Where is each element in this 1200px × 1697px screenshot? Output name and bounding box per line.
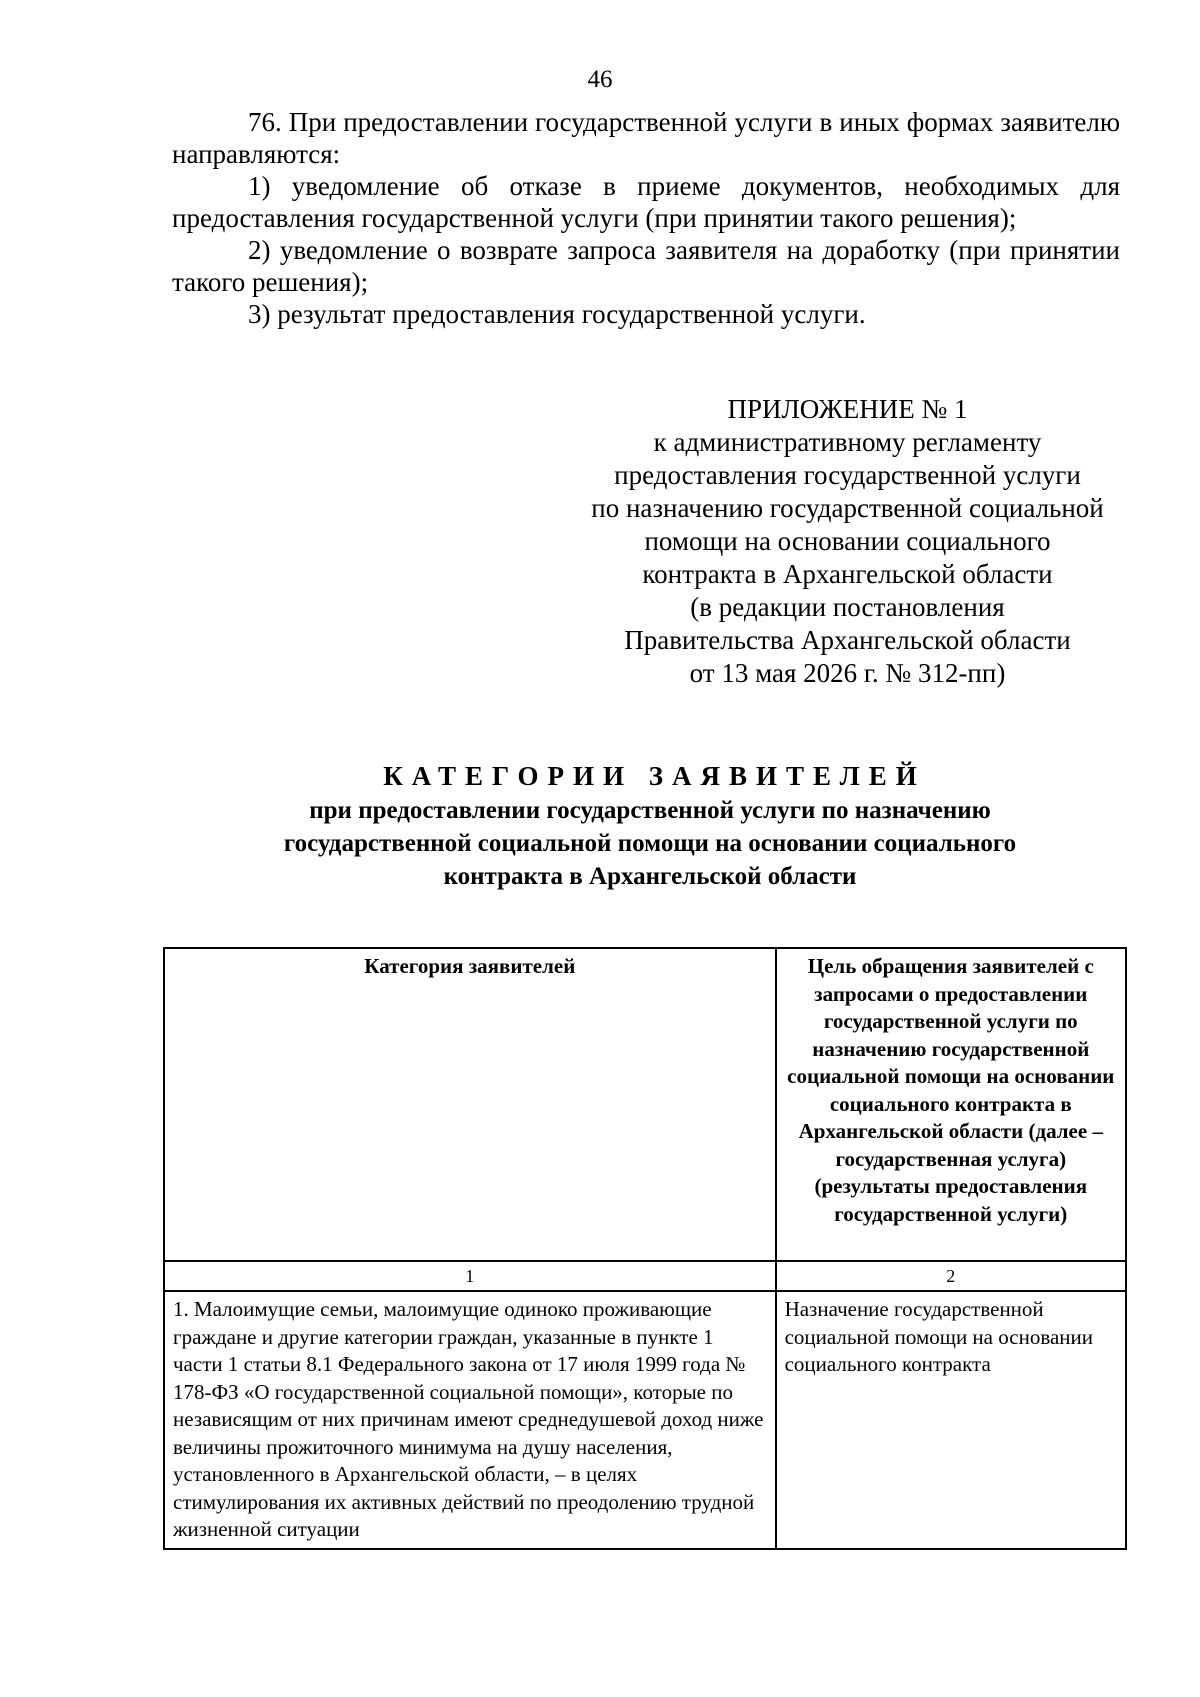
section-heading	[180, 758, 1120, 893]
applicant-categories-table	[163, 947, 1127, 1550]
column-number: 1	[164, 1261, 776, 1291]
appendix-line: (в редакции постановления	[690, 592, 1005, 622]
list-item-2	[172, 234, 1120, 298]
heading-subtitle-line: при предоставлении государственной услуги по назначению	[309, 797, 991, 824]
table-row	[164, 1291, 1126, 1549]
table-header-row	[164, 948, 1126, 1261]
appendix-line: по назначению государственной социальной	[591, 493, 1104, 523]
table-column-numbers-row	[164, 1261, 1126, 1291]
page-number: 46	[587, 66, 613, 93]
heading-title: КАТЕГОРИИ ЗАЯВИТЕЛЕЙ	[383, 761, 926, 791]
table-cell-category: 1. Малоимущие семьи, малоимущие одиноко проживающие граждане и другие категории граждан, указанные в пункте 1 части 1 статьи 8.1 Федерального закона от 17 июля 1999 года № 178-ФЗ «О государственной социальной помощи», которые по независящим от них причинам имеют среднедушевой доход ниже величины прожиточного минимума на душу населения, установленного в Архангельской области, – в целях стимулирования их активных действий по преодолению трудной жизненной ситуации	[164, 1291, 776, 1549]
list-item-text: 1) уведомление об отказе в приеме документов, необходимых для предоставления государственной услуги (при принятии такого решения);	[172, 171, 1120, 233]
list-item-text: 2) уведомление о возврате запроса заявителя на доработку (при принятии такого решения);	[172, 235, 1120, 297]
appendix-line: Правительства Архангельской области	[624, 625, 1071, 655]
paragraph-76	[172, 106, 1120, 170]
heading-subtitle-line: контракта в Архангельской области	[443, 863, 857, 890]
appendix-line: контракта в Архангельской области	[642, 559, 1053, 589]
appendix-title: ПРИЛОЖЕНИЕ № 1	[727, 394, 968, 424]
appendix-line: от 13 мая 2026 г. № 312-пп)	[689, 658, 1006, 688]
table-cell-purpose: Назначение государственной социальной помощи на основании социального контракта	[776, 1291, 1126, 1549]
table-header-purpose: Цель обращения заявителей с запросами о предоставлении государственной услуги по назначению государственной социальной помощи на основании социального контракта в Архангельской области (далее – государственная услуга) (результаты предоставления государственной услуги)	[776, 948, 1126, 1261]
column-number: 2	[776, 1261, 1126, 1291]
table-header-category: Категория заявителей	[164, 948, 776, 1261]
heading-subtitle-line: государственной социальной помощи на основании социального	[283, 830, 1017, 857]
list-item-text: 3) результат предоставления государственной услуги.	[248, 299, 866, 329]
list-item-3	[172, 298, 1120, 330]
list-item-1	[172, 170, 1120, 234]
appendix-line: предоставления государственной услуги	[614, 460, 1081, 490]
appendix-line: к административному регламенту	[653, 427, 1042, 457]
appendix-line: помощи на основании социального	[644, 526, 1051, 556]
appendix-block	[575, 393, 1120, 690]
paragraph-text: 76. При предоставлении государственной услуги в иных формах заявителю направляются:	[172, 107, 1120, 169]
